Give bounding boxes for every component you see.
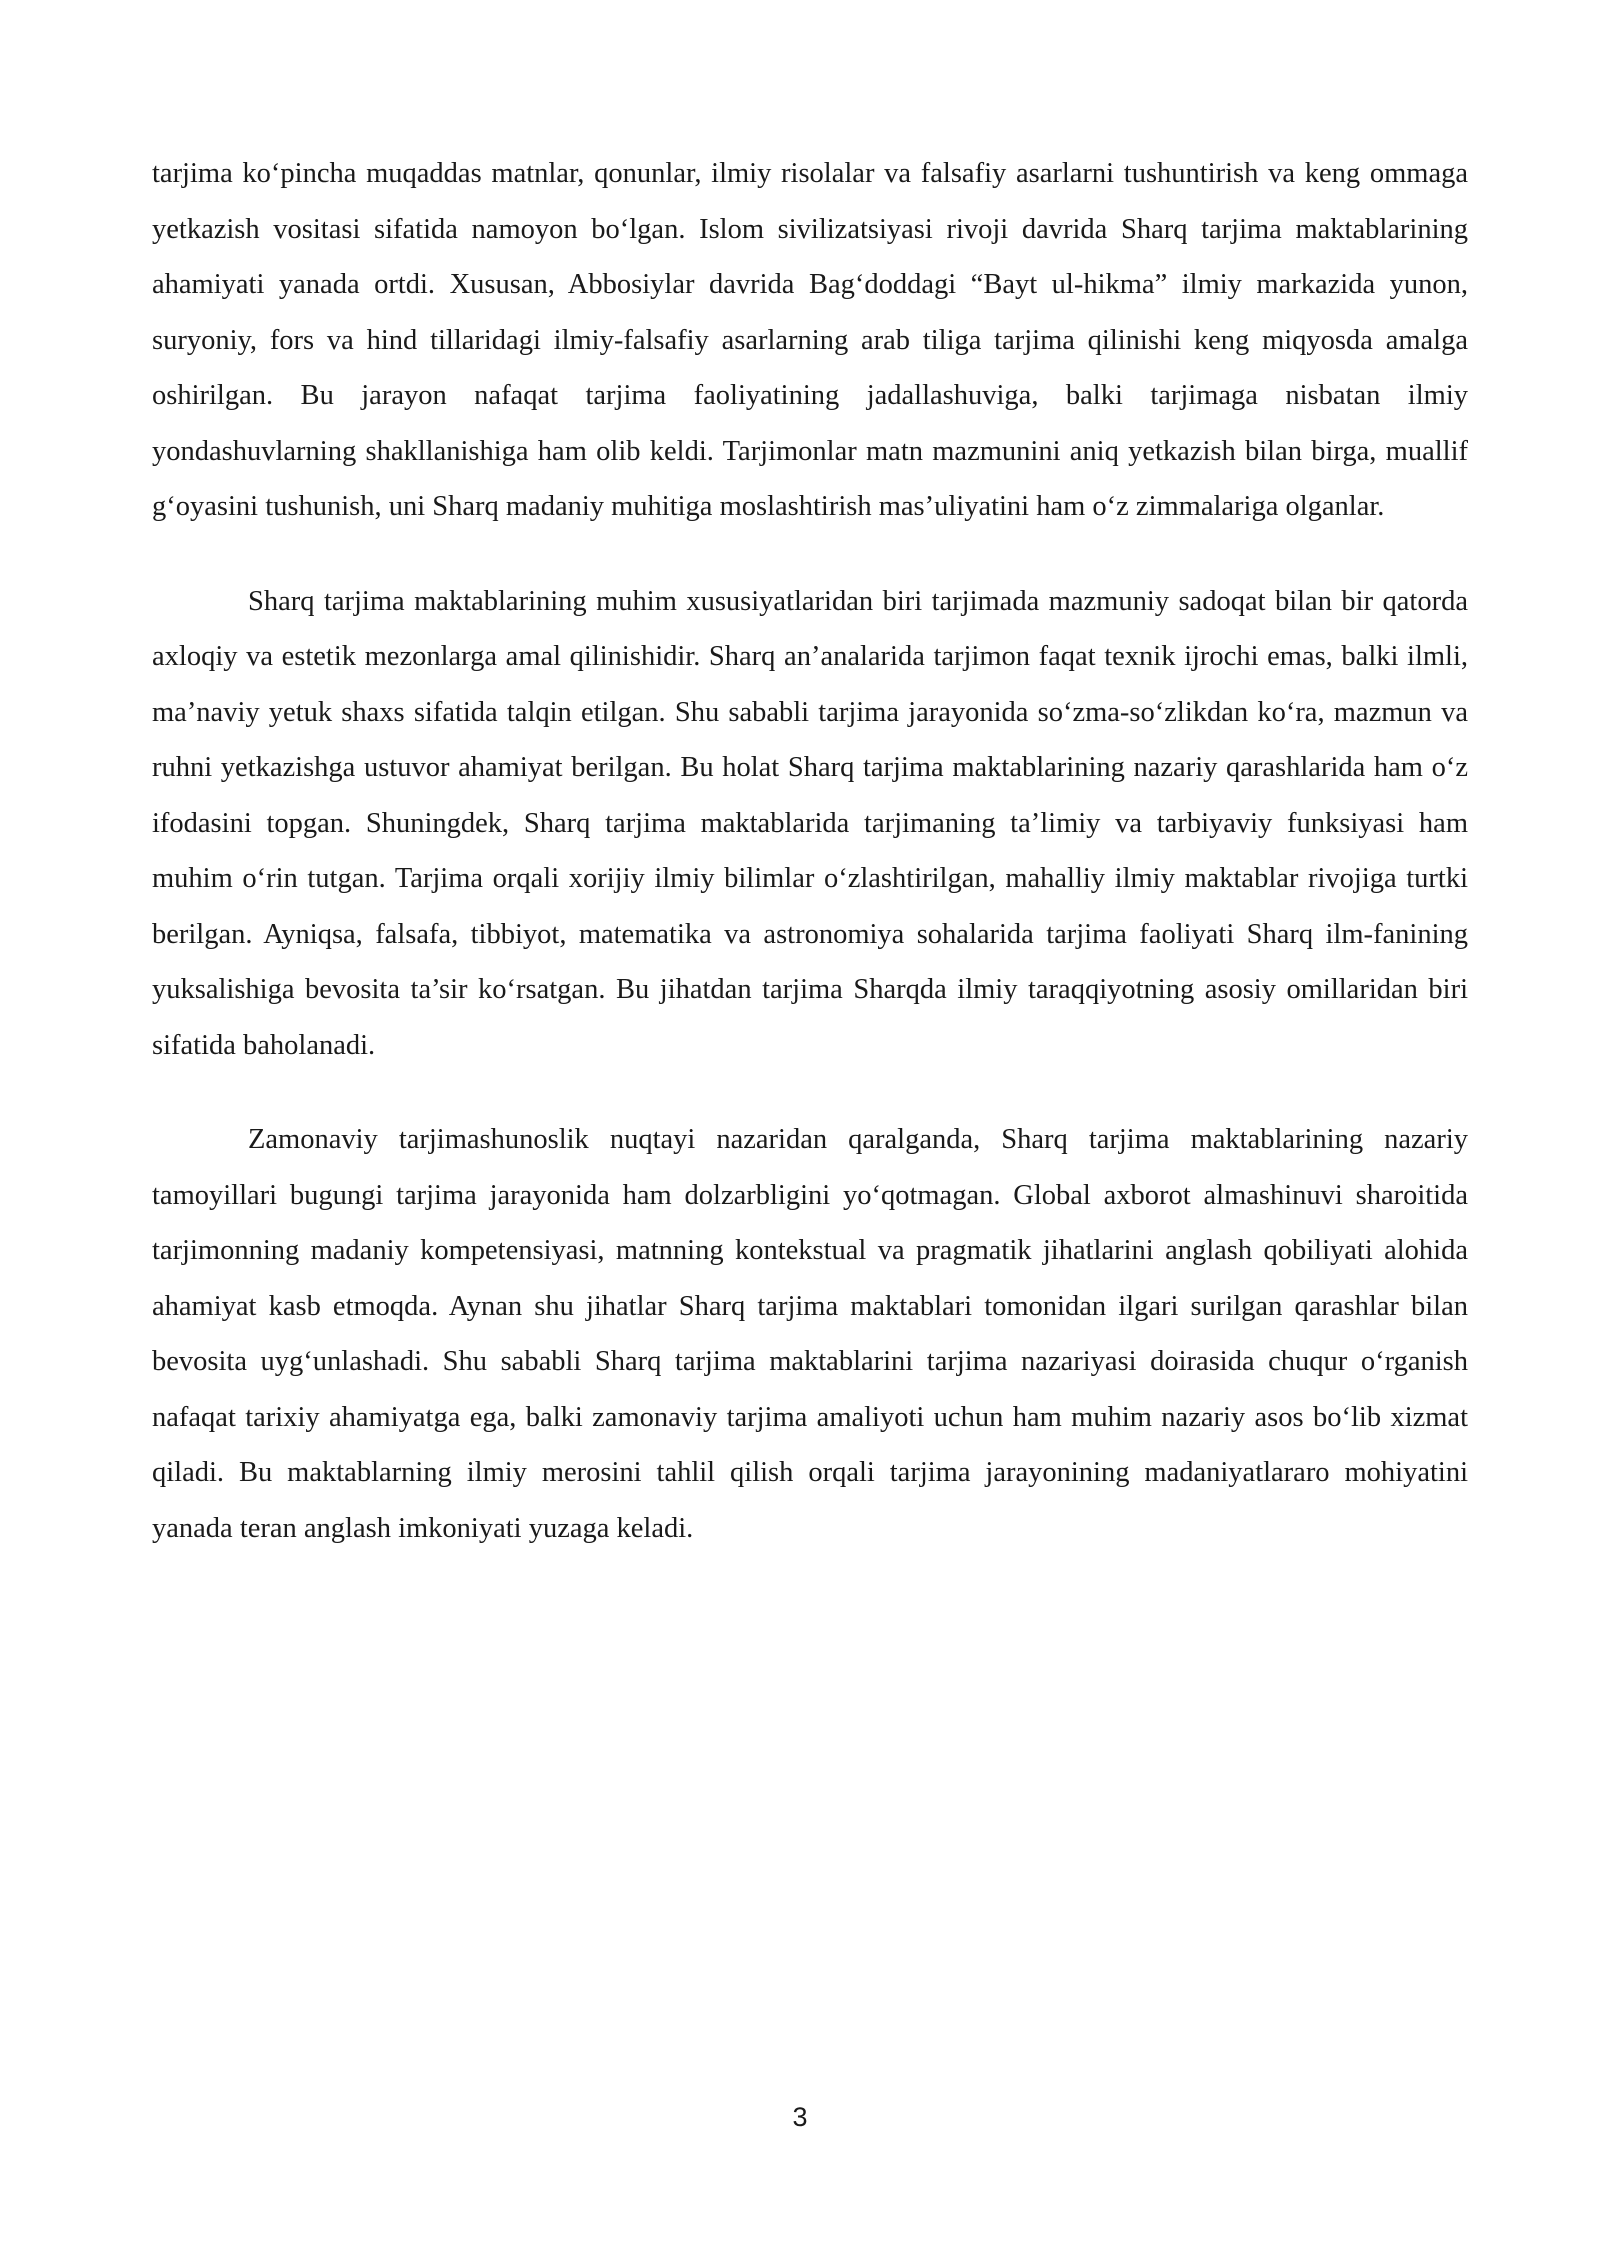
page-number: 3 [792, 2102, 808, 2132]
paragraph-3: Zamonaviy tarjimashunoslik nuqtayi nazaridan qaralganda, Sharq tarjima maktablarining nazariy tamoyillari bugungi tarjima jarayonida ham dolzarbligini yo‘qotmagan. Global axborot almashinuvi sharoitida tarjimonning madaniy kompetensiyasi, matnning kontekstual va pragmatik jihatlarini anglash qobiliyati alohida ahamiyat kasb etmoqda. Aynan shu jihatlar Sharq tarjima maktablari tomonidan ilgari surilgan qarashlar bilan bevosita uyg‘unlashadi. Shu sababli Sharq tarjima maktablarini tarjima nazariyasi doirasida chuqur o‘rganish nafaqat tarixiy ahamiyatga ega, balki zamonaviy tarjima amaliyoti uchun ham muhim nazariy asos bo‘lib xizmat qiladi. Bu maktablarning ilmiy merosini tahlil qilish orqali tarjima jarayonining madaniyatlararo mohiyatini yanada teran anglash imkoniyati yuzaga keladi. [152, 1124, 1468, 1544]
body-text [152, 146, 1468, 1595]
paragraph-1: tarjima ko‘pincha muqaddas matnlar, qonunlar, ilmiy risolalar va falsafiy asarlarni tushuntirish va keng ommaga yetkazish vositasi sifatida namoyon bo‘lgan. Islom sivilizatsiyasi rivoji davrida Sharq tarjima maktablarining ahamiyati yanada ortdi. Xususan, Abbosiylar davrida Bag‘doddagi “Bayt ul-hikma” ilmiy markazida yunon, suryoniy, fors va hind tillaridagi ilmiy-falsafiy asarlarning arab tiliga tarjima qilinishi keng miqyosda amalga oshirilgan. Bu jarayon nafaqat tarjima faoliyatining jadallashuviga, balki tarjimaga nisbatan ilmiy yondashuvlarning shakllanishiga ham olib keldi. Tarjimonlar matn mazmunini aniq yetkazish bilan birga, muallif g‘oyasini tushunish, uni Sharq madaniy muhitiga moslashtirish mas’uliyatini ham o‘z zimmalariga olganlar. [152, 158, 1468, 522]
paragraph-2: Sharq tarjima maktablarining muhim xususiyatlaridan biri tarjimada mazmuniy sadoqat bilan bir qatorda axloqiy va estetik mezonlarga amal qilinishidir. Sharq an’analarida tarjimon faqat texnik ijrochi emas, balki ilmli, ma’naviy yetuk shaxs sifatida talqin etilgan. Shu sababli tarjima jarayonida so‘zma-so‘zlikdan ko‘ra, mazmun va ruhni yetkazishga ustuvor ahamiyat berilgan. Bu holat Sharq tarjima maktablarining nazariy qarashlarida ham o‘z ifodasini topgan. Shuningdek, Sharq tarjima maktablarida tarjimaning ta’limiy va tarbiyaviy funksiyasi ham muhim o‘rin tutgan. Tarjima orqali xorijiy ilmiy bilimlar o‘zlashtirilgan, mahalliy ilmiy maktablar rivojiga turtki berilgan. Ayniqsa, falsafa, tibbiyot, matematika va astronomiya sohalarida tarjima faoliyati Sharq ilm-fanining yuksalishiga bevosita ta’sir ko‘rsatgan. Bu jihatdan tarjima Sharqda ilmiy taraqqiyotning asosiy omillaridan biri sifatida baholanadi. [152, 585, 1468, 1061]
